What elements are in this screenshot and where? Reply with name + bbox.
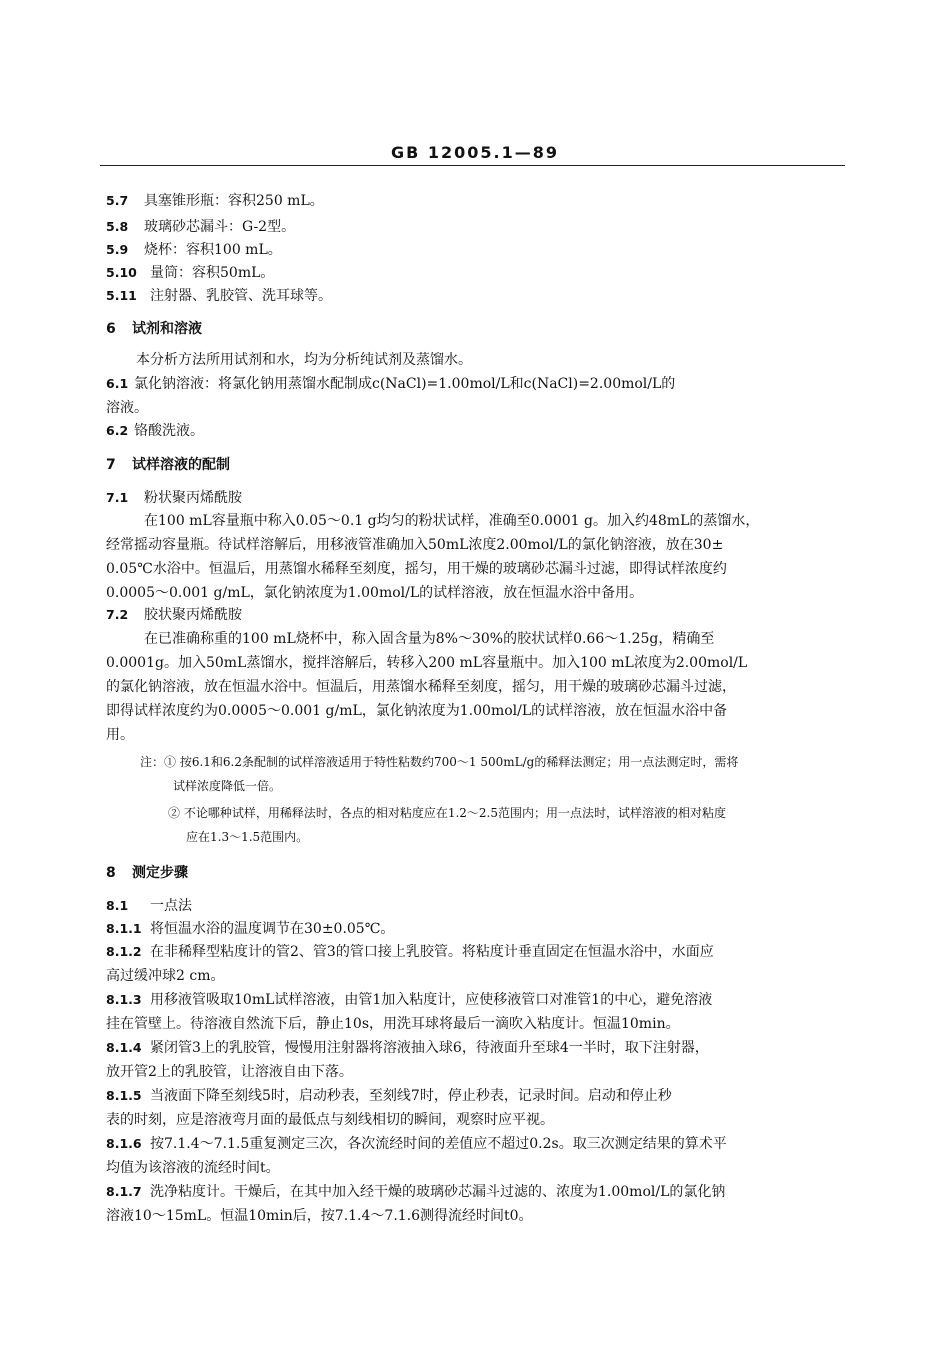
item-6-2: 6.2 铬酸洗液。 bbox=[106, 423, 204, 439]
para-7-2-line: 即得试样浓度约为0.0005～0.001 g/mL，氯化钠浓度为1.00mol/L的试样溶液，放在恒温水浴中备 bbox=[106, 703, 728, 719]
item-7-1: 7.1 粉状聚丙烯酰胺 bbox=[106, 490, 242, 506]
para-7-1-line: 经常摇动容量瓶。待试样溶解后，用移液管准确加入50mL浓度2.00mol/L的氯化钠溶液，放在30± bbox=[106, 537, 724, 553]
item-number: 5.7 bbox=[106, 193, 129, 208]
note-line: 试样浓度降低一倍。 bbox=[173, 779, 282, 793]
item-number: 5.11 bbox=[106, 288, 137, 303]
item-8-1: 8.1 一点法 bbox=[106, 898, 192, 914]
item-8-1-6-cont: 均值为该溶液的流经时间t。 bbox=[106, 1160, 280, 1176]
item-5-7 bbox=[106, 190, 324, 210]
item-8-1-3-cont: 挂在管壁上。待溶液自然流下后，静止10s，用洗耳球将最后一滴吹入粘度计。恒温10min。 bbox=[106, 1016, 680, 1032]
section-8-heading: 8 测定步骤 bbox=[106, 865, 188, 881]
page-header: GB 12005.1—89 bbox=[390, 143, 560, 162]
item-number: 5.9 bbox=[106, 242, 129, 257]
para-7-2-line: 0.0001g。加入50mL蒸馏水，搅拌溶解后，转移入200 mL容量瓶中。加入100 mL浓度为2.00mol/L bbox=[106, 655, 748, 671]
item-8-1-3: 8.1.3 用移液管吸取10mL试样溶液，由管1加入粘度计，应使移液管口对准管1的中心，避免溶液 bbox=[106, 992, 713, 1008]
item-text: 玻璃砂芯漏斗：G-2型。 bbox=[144, 219, 296, 235]
item-8-1-2: 8.1.2 在非稀释型粘度计的管2、管3的管口接上乳胶管。将粘度计垂直固定在恒温水浴中，水面应 bbox=[106, 944, 714, 960]
item-8-1-5-cont: 表的时刻，应是溶液弯月面的最低点与刻线相切的瞬间，观察时应平视。 bbox=[106, 1112, 554, 1128]
item-8-1-4: 8.1.4 紧闭管3上的乳胶管，慢慢用注射器将溶液抽入球6，待液面升至球4一半时，取下注射器， bbox=[106, 1040, 709, 1056]
item-8-1-6: 8.1.6 按7.1.4～7.1.5重复测定三次，各次流经时间的差值应不超过0.2s。取三次测定结果的算术平 bbox=[106, 1136, 727, 1152]
item-5-10 bbox=[106, 262, 274, 282]
item-number: 5.8 bbox=[106, 219, 129, 234]
item-text: 具塞锥形瓶：容积250 mL。 bbox=[144, 193, 324, 209]
item-number: 5.10 bbox=[106, 265, 137, 280]
section-6-intro: 本分析方法所用试剂和水，均为分析纯试剂及蒸馏水。 bbox=[136, 352, 472, 368]
para-7-1-line: 0.05℃水浴中。恒温后，用蒸馏水稀释至刻度，摇匀，用干燥的玻璃砂芯漏斗过滤，即得试样浓度约 bbox=[106, 561, 727, 577]
item-8-1-1: 8.1.1 将恒温水浴的温度调节在30±0.05℃。 bbox=[106, 921, 395, 937]
item-8-1-5: 8.1.5 当液面下降至刻线5时，启动秒表，至刻线7时，停止秒表，记录时间。启动和停止秒 bbox=[106, 1088, 672, 1104]
section-7-heading: 7 试样溶液的配制 bbox=[106, 457, 230, 473]
item-text: 烧杯：容积100 mL。 bbox=[144, 242, 282, 258]
section-6-heading: 6 试剂和溶液 bbox=[106, 321, 202, 337]
item-8-1-7: 8.1.7 洗净粘度计。干燥后，在其中加入经干燥的玻璃砂芯漏斗过滤的、浓度为1.00mol/L的氯化钠 bbox=[106, 1184, 726, 1200]
item-6-1: 6.1 氯化钠溶液：将氯化钠用蒸馏水配制成c(NaCl)=1.00mol/L和c(NaCl)=2.00mol/L的 bbox=[106, 376, 676, 392]
item-8-1-7-cont: 溶液10～15mL。恒温10min后，按7.1.4～7.1.6测得流经时间t0。 bbox=[106, 1208, 533, 1224]
item-8-1-4-cont: 放开管2上的乳胶管，让溶液自由下落。 bbox=[106, 1064, 353, 1080]
note-line: 应在1.3～1.5范围内。 bbox=[186, 830, 309, 844]
item-8-1-2-cont: 高过缓冲球2 cm。 bbox=[106, 968, 225, 984]
item-7-2: 7.2 胶状聚丙烯酰胺 bbox=[106, 607, 242, 623]
item-text: 量筒：容积50mL。 bbox=[150, 265, 275, 281]
note-line: ② 不论哪种试样，用稀释法时，各点的相对粘度应在1.2～2.5范围内；用一点法时，试样溶液的相对粘度 bbox=[168, 806, 726, 820]
header-rule bbox=[100, 165, 845, 166]
para-7-1-line: 0.0005～0.001 g/mL，氯化钠浓度为1.00mol/L的试样溶液，放在恒温水浴中备用。 bbox=[106, 585, 644, 601]
item-6-1-cont: 溶液。 bbox=[106, 400, 148, 416]
item-5-8 bbox=[106, 216, 295, 236]
para-7-2-line: 的氯化钠溶液，放在恒温水浴中。恒温后，用蒸馏水稀释至刻度，摇匀，用干燥的玻璃砂芯漏斗过滤， bbox=[106, 679, 736, 695]
note-line: 注：① 按6.1和6.2条配制的试样溶液适用于特性粘数约700～1 500mL/g的稀释法测定；用一点法测定时，需将 bbox=[140, 755, 739, 769]
item-text: 注射器、乳胶管、洗耳球等。 bbox=[150, 288, 332, 304]
para-7-2-line: 用。 bbox=[106, 727, 134, 743]
item-5-9 bbox=[106, 239, 282, 259]
item-5-11 bbox=[106, 285, 332, 305]
para-7-2-line: 在已准确称重的100 mL烧杯中，称入固含量为8%～30%的胶状试样0.66～1.25g，精确至 bbox=[144, 631, 715, 647]
para-7-1-line: 在100 mL容量瓶中称入0.05～0.1 g均匀的粉状试样，准确至0.0001 g。加入约48mL的蒸馏水， bbox=[144, 513, 760, 529]
